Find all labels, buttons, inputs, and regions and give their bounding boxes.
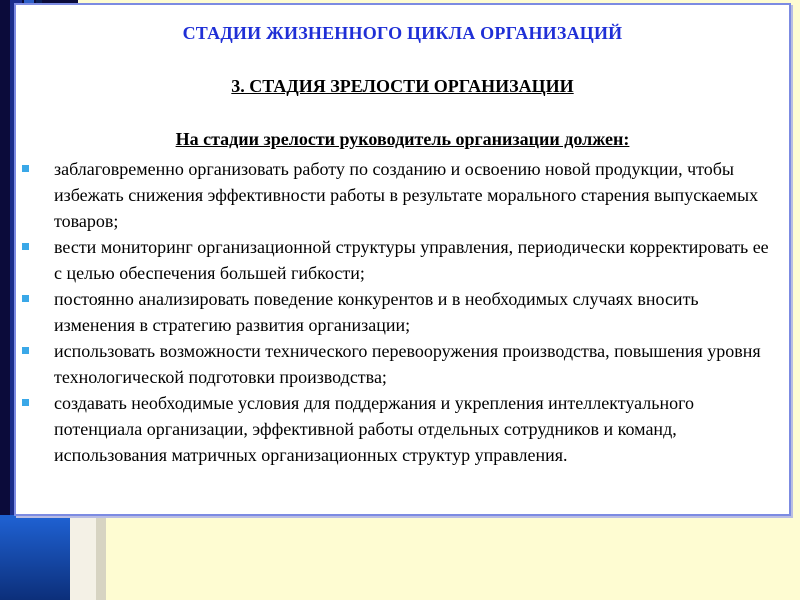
square-bullet-icon [22,165,29,172]
square-bullet-icon [22,295,29,302]
list-item-text: заблаговременно организовать работу по созданию и освоению новой продукции, чтобы избежать снижения эффективности работы в результате морального старения выпускаемых товаров; [54,159,759,231]
square-bullet-icon [22,347,29,354]
list-item-text: вести мониторинг организационной структуры управления, периодически корректировать ее с целью обеспечения большей гибкости; [54,237,769,283]
list-item-text: создавать необходимые условия для поддержания и укрепления интеллектуального потенциала организации, эффективной работы отдельных сотрудников и команд, использования матричных организационных структур управления. [54,393,695,465]
slide-title: СТАДИИ ЖИЗНЕННОГО ЦИКЛА ОРГАНИЗАЦИЙ [182,23,623,43]
content-panel [14,3,791,516]
list-item [16,156,776,234]
list-item [16,234,776,286]
list-item [16,338,776,390]
square-bullet-icon [22,243,29,250]
sidebar-shadow-strip [96,515,106,600]
sidebar-light-strip [70,515,96,600]
stage-heading: 3. СТАДИЯ ЗРЕЛОСТИ ОРГАНИЗАЦИИ [231,76,574,96]
list-item-text: постоянно анализировать поведение конкурентов и в необходимых случаях вносить изменения в стратегию развития организации; [54,289,699,335]
lead-text: На стадии зрелости руководитель организации должен: [175,129,630,149]
list-item [16,286,776,338]
duties-list [16,156,776,468]
list-item [16,390,776,468]
list-item-text: использовать возможности технического перевооружения производства, повышения уровня технологической подготовки производства; [54,341,761,387]
square-bullet-icon [22,399,29,406]
